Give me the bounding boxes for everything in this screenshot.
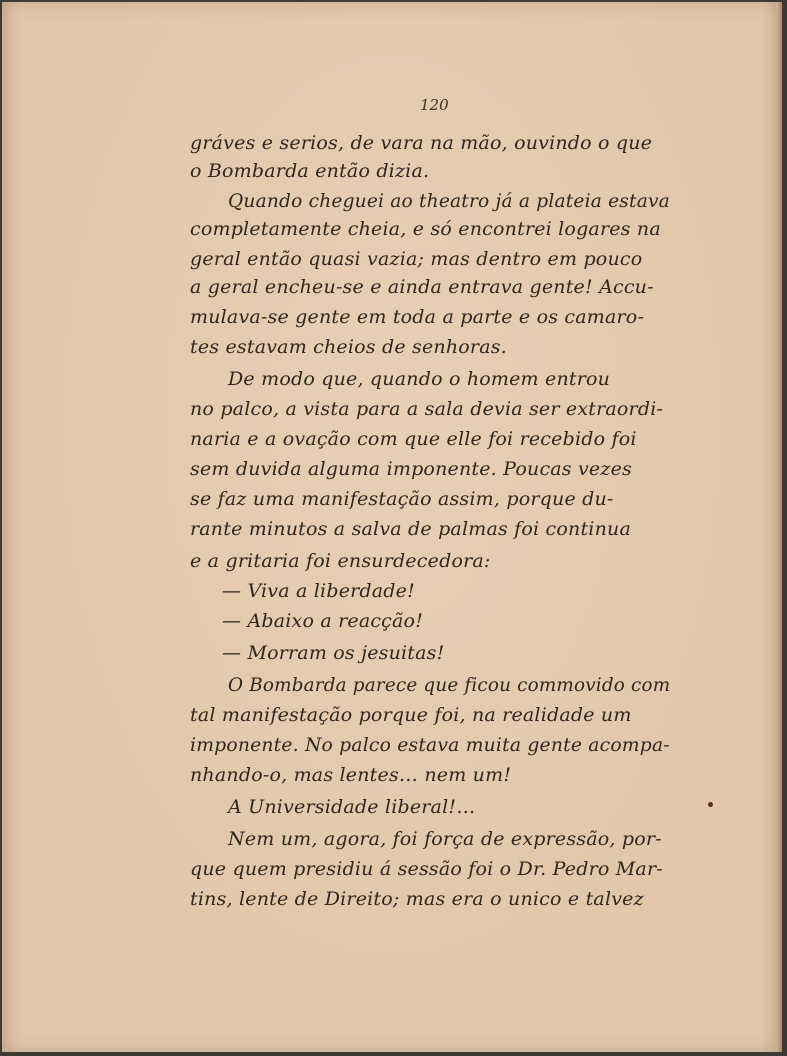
text-line: O Bombarda parece que ficou commovido com [228, 674, 671, 696]
text-line: tins, lente de Direito; mas era o unico e talvez [190, 888, 644, 910]
text-line: se faz uma manifestação assim, porque du- [190, 488, 614, 510]
text-line: nhando-o, mas lentes… nem um! [190, 764, 512, 786]
text-line: Nem um, agora, foi força de expressão, por- [228, 828, 662, 850]
text-line: gráves e serios, de vara na mão, ouvindo o que [190, 132, 653, 154]
text-line: A Universidade liberal!… [228, 796, 476, 818]
text-line: De modo que, quando o homem entrou [228, 368, 611, 390]
page-edge [776, 2, 782, 1052]
text-line: — Viva a liberdade! [222, 580, 415, 602]
page-number: 120 [420, 96, 449, 114]
text-line: completamente cheia, e só encontrei logares na [190, 218, 661, 240]
text-line: que quem presidiu á sessão foi o Dr. Pedro Mar- [190, 858, 663, 880]
text-line: no palco, a vista para a sala devia ser extraordi- [190, 398, 664, 420]
text-line: imponente. No palco estava muita gente acompa- [190, 734, 670, 756]
manuscript-page [2, 2, 782, 1052]
text-line: — Morram os jesuitas! [222, 642, 445, 664]
text-line: Quando cheguei ao theatro já a plateia estava [228, 190, 670, 212]
text-line: naria e a ovação com que elle foi recebido foi [190, 428, 637, 450]
text-line: — Abaixo a reacção! [222, 610, 424, 632]
text-line: rante minutos a salva de palmas foi continua [190, 518, 631, 540]
text-line: sem duvida alguma imponente. Poucas vezes [190, 458, 632, 480]
text-line: tal manifestação porque foi, na realidade um [190, 704, 632, 726]
text-line: e a gritaria foi ensurdecedora: [190, 550, 491, 572]
text-line: tes estavam cheios de senhoras. [190, 336, 507, 358]
text-line: o Bombarda então dizia. [190, 160, 430, 182]
text-line: mulava-se gente em toda a parte e os camaro- [190, 306, 645, 328]
text-line: a geral encheu-se e ainda entrava gente! Accu- [190, 276, 654, 298]
text-line: geral então quasi vazia; mas dentro em pouco [190, 248, 643, 270]
ink-spot [708, 802, 713, 807]
